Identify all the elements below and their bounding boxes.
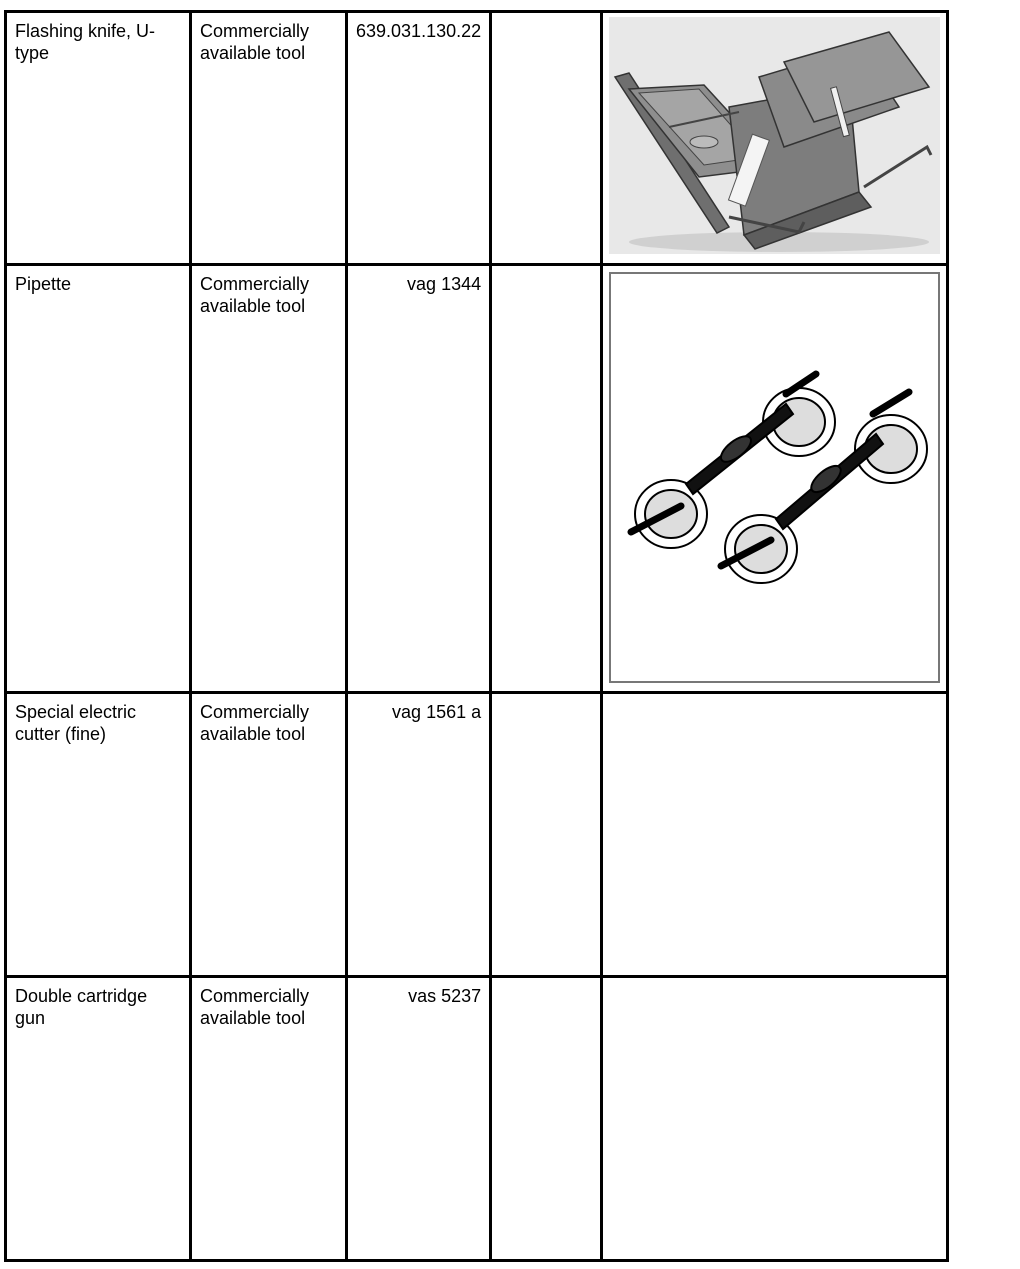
- tool-extra: [491, 12, 602, 265]
- tool-extra: [491, 265, 602, 693]
- tool-image-cell: [602, 12, 948, 265]
- tool-name: Special electric cutter (fine): [6, 693, 191, 977]
- tool-extra: [491, 977, 602, 1261]
- tool-source: Commercially available tool: [191, 693, 347, 977]
- toolbox-image: [609, 17, 940, 254]
- table-row: [6, 693, 948, 977]
- tool-table: [4, 10, 949, 1262]
- table-row: [6, 12, 948, 265]
- tool-source: Commercially available tool: [191, 977, 347, 1261]
- table-row: [6, 977, 948, 1261]
- tool-number: 639.031.130.22: [347, 12, 491, 265]
- tool-extra: [491, 693, 602, 977]
- tool-name: Flashing knife, U-type: [6, 12, 191, 265]
- tool-number: vag 1344: [347, 265, 491, 693]
- tool-image-cell: [602, 977, 948, 1261]
- tool-image-cell: [602, 693, 948, 977]
- suction-lifter-image: [609, 272, 940, 683]
- tool-name: Double cartridge gun: [6, 977, 191, 1261]
- table-row: [6, 265, 948, 693]
- tool-image-cell: [602, 265, 948, 693]
- tool-name: Pipette: [6, 265, 191, 693]
- tool-number: vag 1561 a: [347, 693, 491, 977]
- tool-source: Commercially available tool: [191, 12, 347, 265]
- tool-source: Commercially available tool: [191, 265, 347, 693]
- tool-number: vas 5237: [347, 977, 491, 1261]
